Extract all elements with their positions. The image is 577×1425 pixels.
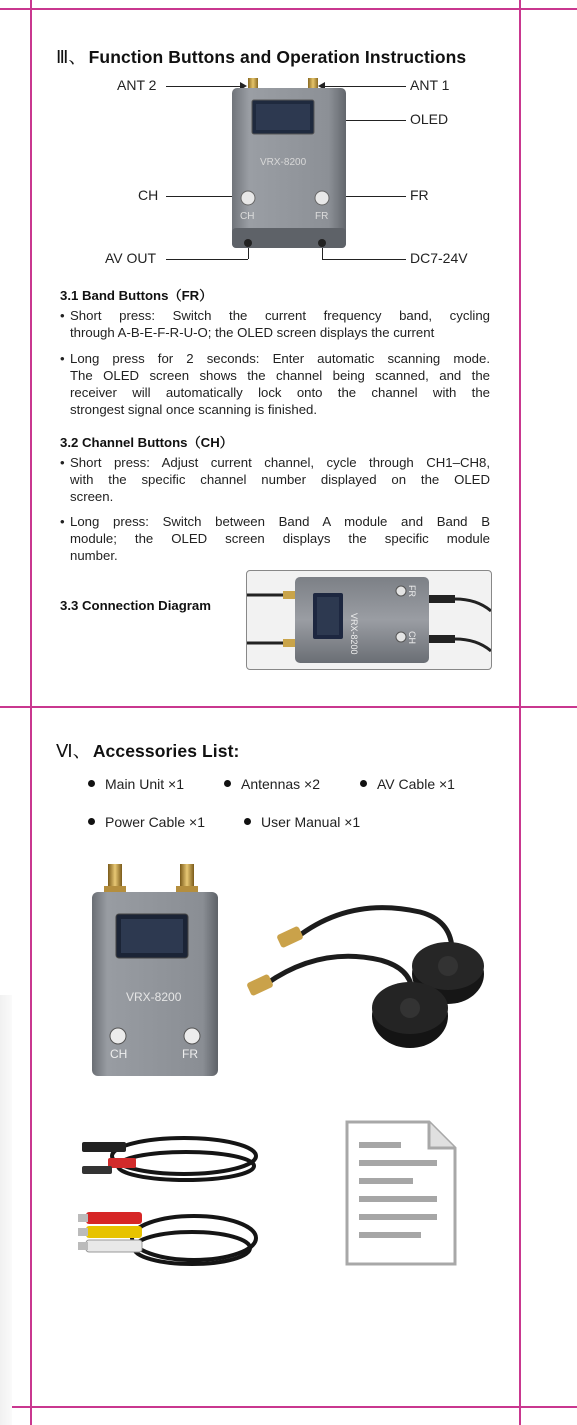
user-manual-image <box>345 1120 457 1266</box>
bullet-dot <box>360 780 367 787</box>
main-unit-model-text: VRX-8200 <box>126 990 182 1004</box>
connection-diagram-photo <box>246 570 492 670</box>
label-oled: OLED <box>410 111 449 127</box>
channel-bullet-1-line-3: screen. <box>70 489 114 504</box>
channel-bullet-2-line-2: module; the OLED screen displays the specific module <box>70 531 490 546</box>
accessory-main-unit <box>88 776 184 792</box>
connection-fr-text: FR <box>407 585 417 597</box>
section-3-title-text: Function Buttons and Operation Instructions <box>88 47 467 67</box>
band-bullet-2-line-4: strongest signal once scanning is finished. <box>70 402 318 417</box>
section-3-title <box>56 43 466 69</box>
accessory-power-cable <box>88 814 205 830</box>
label-ch: CH <box>138 187 159 203</box>
connection-model-text: VRX-8200 <box>349 613 359 655</box>
bullet-dot: • <box>60 351 65 366</box>
label-dc: DC7-24V <box>410 250 468 266</box>
label-ant2: ANT 2 <box>117 77 157 93</box>
device-ch-text: CH <box>240 211 255 222</box>
connection-diagram-heading: 3.3 Connection Diagram <box>60 598 211 613</box>
frame-top-line <box>0 8 577 10</box>
frame-bottom-line <box>0 1406 577 1408</box>
section-3-numeral: Ⅲ、 <box>56 47 87 67</box>
label-ant1: ANT 1 <box>410 77 450 93</box>
band-bullet-2-line-3: receiver will automatically lock onto the channel with the <box>70 385 490 400</box>
band-bullet-2-line-2: The OLED screen shows the channel being scanned, and the <box>70 368 490 383</box>
device-fr-text: FR <box>315 211 329 222</box>
channel-bullet-2-line-1: Long press: Switch between Band A module and Band B <box>70 514 490 529</box>
label-av-out: AV OUT <box>105 250 157 266</box>
bullet-dot <box>88 780 95 787</box>
connection-ch-text: CH <box>407 631 417 644</box>
channel-bullet-2-line-3: number. <box>70 548 118 563</box>
bullet-dot: • <box>60 308 65 323</box>
section-6-title <box>56 737 239 763</box>
section-6-numeral: Ⅵ、 <box>56 741 91 761</box>
antennas-image <box>240 886 490 1066</box>
accessory-user-manual <box>244 814 360 830</box>
band-bullet-long-press <box>60 350 490 418</box>
av-cables-image <box>74 1126 264 1272</box>
channel-bullet-1-line-2: with the specific channel number displayed on the OLED <box>70 472 490 487</box>
main-unit-ch-text: CH <box>110 1047 128 1061</box>
accessory-av-cable-label: AV Cable ×1 <box>377 776 455 792</box>
bullet-dot <box>244 818 251 825</box>
bullet-dot: • <box>60 514 65 529</box>
leader-av-out <box>166 259 248 260</box>
label-fr: FR <box>410 187 429 203</box>
band-bullet-2-line-1: Long press for 2 seconds: Enter automatic scanning mode. <box>70 351 490 366</box>
band-buttons-heading: 3.1 Band Buttons（FR） <box>60 288 213 303</box>
device-model-text: VRX-8200 <box>260 157 307 168</box>
leader-dc <box>322 259 406 260</box>
accessory-antennas-label: Antennas ×2 <box>241 776 321 792</box>
main-unit-fr-text: FR <box>182 1047 198 1061</box>
accessory-av-cable <box>360 776 455 792</box>
bullet-dot <box>224 780 231 787</box>
frame-left-line <box>30 0 32 1425</box>
frame-right-line <box>519 0 521 1425</box>
band-bullet-1-line-1: Short press: Switch the current frequency band, cycling <box>70 308 490 323</box>
section-divider <box>0 706 577 708</box>
accessory-main-unit-label: Main Unit ×1 <box>105 776 184 792</box>
connection-diagram-illustration <box>247 571 491 669</box>
section-6-title-text: Accessories List: <box>92 741 240 761</box>
main-unit-image <box>88 862 222 1080</box>
bullet-dot: • <box>60 455 65 470</box>
accessory-antennas <box>224 776 320 792</box>
leader-ch <box>166 196 232 197</box>
page-edge-shadow <box>0 995 12 1425</box>
channel-buttons-heading: 3.2 Channel Buttons（CH） <box>60 435 233 450</box>
channel-bullet-long-press <box>60 513 490 564</box>
band-bullet-short-press <box>60 307 490 341</box>
accessory-user-manual-label: User Manual ×1 <box>261 814 361 830</box>
channel-bullet-1-line-1: Short press: Adjust current channel, cycle through CH1–CH8, <box>70 455 490 470</box>
accessory-power-cable-label: Power Cable ×1 <box>105 814 206 830</box>
channel-bullet-short-press <box>60 454 490 505</box>
bullet-dot <box>88 818 95 825</box>
band-bullet-1-line-2: through A-B-E-F-R-U-O; the OLED screen displays the current <box>70 325 435 340</box>
